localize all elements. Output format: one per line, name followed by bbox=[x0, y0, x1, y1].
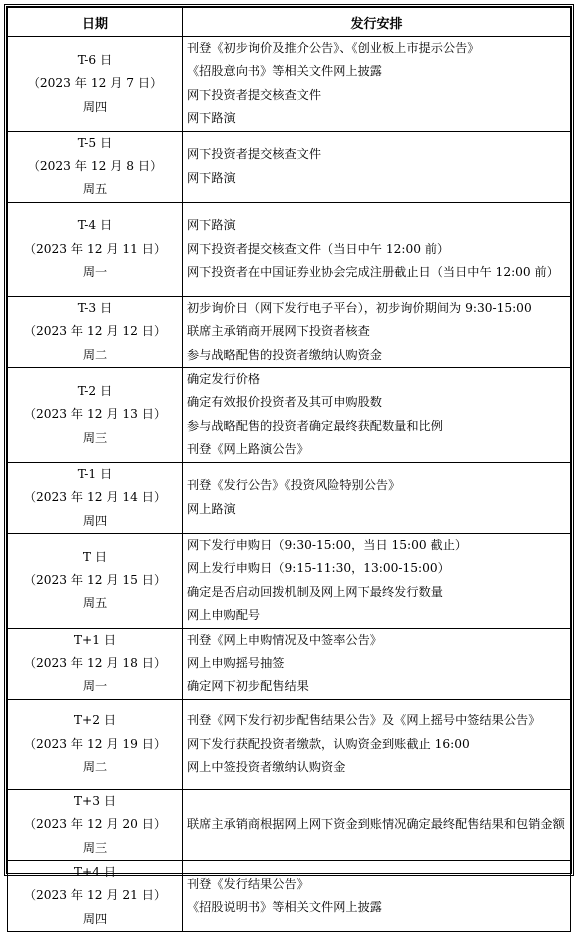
weekday-label: 周三 bbox=[82, 840, 108, 855]
schedule-item: 参与战略配售的投资者确定最终获配数量和比例 bbox=[187, 418, 443, 433]
table-row bbox=[8, 202, 571, 296]
trading-day-label: T+4 日 bbox=[73, 864, 117, 879]
schedule-item: 网上路演 bbox=[187, 501, 236, 516]
weekday-label: 周二 bbox=[82, 347, 108, 362]
calendar-date: （2023 年 12 月 7 日） bbox=[27, 76, 163, 91]
schedule-item: 网下投资者提交核查文件 bbox=[187, 87, 322, 102]
date-cell bbox=[8, 368, 183, 463]
schedule-cell bbox=[183, 368, 571, 463]
table-row bbox=[8, 789, 571, 860]
schedule-item: 联席主承销商开展网下投资者核查 bbox=[187, 324, 370, 339]
table-row bbox=[8, 37, 571, 132]
calendar-date: （2023 年 12 月 20 日） bbox=[23, 817, 167, 832]
trading-day-label: T-1 日 bbox=[77, 466, 113, 481]
weekday-label: 周二 bbox=[82, 759, 108, 774]
trading-day-label: T-4 日 bbox=[77, 218, 113, 233]
schedule-item: 网上申购配号 bbox=[187, 608, 261, 623]
table-header-row bbox=[8, 8, 571, 37]
schedule-rows bbox=[8, 37, 571, 932]
trading-day-label: T+3 日 bbox=[73, 793, 117, 808]
schedule-item: 刊登《网上申购情况及中签率公告》 bbox=[187, 632, 382, 647]
schedule-item: 确定有效报价投资者及其可申购股数 bbox=[187, 395, 382, 410]
trading-day-label: T-6 日 bbox=[77, 52, 113, 67]
schedule-cell bbox=[183, 699, 571, 789]
schedule-item: 刊登《初步询价及推介公告》、《创业板上市提示公告》 bbox=[187, 41, 480, 55]
schedule-item: 确定网下初步配售结果 bbox=[187, 679, 309, 694]
schedule-item: 网下发行申购日（9:30-15:00，当日 15:00 截止） bbox=[187, 537, 468, 552]
weekday-label: 周四 bbox=[82, 911, 108, 926]
schedule-item: 网上申购摇号抽签 bbox=[187, 655, 285, 670]
schedule-item: 网下路演 bbox=[187, 218, 236, 233]
calendar-date: （2023 年 12 月 13 日） bbox=[23, 407, 167, 422]
schedule-item: 参与战略配售的投资者缴纳认购资金 bbox=[187, 347, 382, 362]
calendar-date: （2023 年 12 月 11 日） bbox=[23, 241, 167, 256]
date-cell bbox=[8, 37, 183, 132]
offering-schedule-document bbox=[4, 4, 574, 926]
schedule-cell bbox=[183, 202, 571, 296]
schedule-cell bbox=[183, 462, 571, 533]
schedule-item: 《招股意向书》等相关文件网上披露 bbox=[187, 64, 382, 79]
date-cell bbox=[8, 533, 183, 628]
schedule-item: 确定发行价格 bbox=[187, 372, 261, 387]
date-cell bbox=[8, 699, 183, 789]
trading-day-label: T-5 日 bbox=[77, 135, 113, 150]
calendar-date: （2023 年 12 月 19 日） bbox=[23, 736, 167, 751]
date-cell bbox=[8, 462, 183, 533]
schedule-item: 刊登《发行结果公告》 bbox=[187, 876, 309, 891]
schedule-cell bbox=[183, 37, 571, 132]
weekday-label: 周四 bbox=[82, 513, 108, 528]
table-row bbox=[8, 368, 571, 463]
schedule-cell bbox=[183, 296, 571, 367]
schedule-item: 《招股说明书》等相关文件网上披露 bbox=[187, 900, 382, 915]
calendar-date: （2023 年 12 月 12 日） bbox=[23, 324, 167, 339]
calendar-date: （2023 年 12 月 15 日） bbox=[23, 573, 167, 588]
schedule-item: 网上中签投资者缴纳认购资金 bbox=[187, 759, 346, 774]
schedule-column-header: 发行安排 bbox=[183, 8, 571, 37]
schedule-item: 网下投资者提交核查文件 bbox=[187, 147, 322, 162]
schedule-item: 刊登《网上路演公告》 bbox=[187, 442, 309, 457]
schedule-item: 网上发行申购日（9:15-11:30，13:00-15:00） bbox=[187, 561, 450, 576]
trading-day-label: T+2 日 bbox=[73, 713, 117, 728]
date-cell bbox=[8, 860, 183, 931]
calendar-date: （2023 年 12 月 18 日） bbox=[23, 655, 167, 670]
table-row bbox=[8, 462, 571, 533]
table-row bbox=[8, 699, 571, 789]
date-cell bbox=[8, 202, 183, 296]
schedule-item: 确定是否启动回拨机制及网上网下最终发行数量 bbox=[187, 584, 443, 599]
calendar-date: （2023 年 12 月 8 日） bbox=[27, 159, 163, 174]
schedule-item: 网下发行获配投资者缴款，认购资金到账截止 16:00 bbox=[187, 736, 470, 751]
weekday-label: 周三 bbox=[82, 430, 108, 445]
date-cell bbox=[8, 789, 183, 860]
schedule-cell bbox=[183, 789, 571, 860]
weekday-label: 周五 bbox=[82, 596, 108, 611]
trading-day-label: T+1 日 bbox=[73, 632, 117, 647]
table-row bbox=[8, 860, 571, 931]
weekday-label: 周一 bbox=[82, 679, 108, 694]
schedule-cell bbox=[183, 860, 571, 931]
table-row bbox=[8, 533, 571, 628]
trading-day-label: T-3 日 bbox=[77, 300, 113, 315]
table-row bbox=[8, 131, 571, 202]
schedule-item: 联席主承销商根据网上网下资金到账情况确定最终配售结果和包销金额 bbox=[187, 817, 565, 832]
trading-day-label: T 日 bbox=[82, 549, 108, 564]
date-cell bbox=[8, 628, 183, 699]
schedule-cell bbox=[183, 131, 571, 202]
calendar-date: （2023 年 12 月 14 日） bbox=[23, 490, 167, 505]
schedule-item: 初步询价日（网下发行电子平台），初步询价期间为 9:30-15:00 bbox=[187, 300, 532, 315]
offering-schedule-table bbox=[7, 7, 571, 932]
calendar-date: （2023 年 12 月 21 日） bbox=[23, 888, 167, 903]
schedule-item: 网下投资者提交核查文件（当日中午 12:00 前） bbox=[187, 241, 450, 256]
schedule-item: 网下路演 bbox=[187, 111, 236, 126]
schedule-item: 网下路演 bbox=[187, 170, 236, 185]
weekday-label: 周一 bbox=[82, 265, 108, 280]
weekday-label: 周五 bbox=[82, 182, 108, 197]
schedule-item: 刊登《发行公告》《投资风险特别公告》 bbox=[187, 478, 401, 493]
date-cell bbox=[8, 131, 183, 202]
schedule-item: 刊登《网下发行初步配售结果公告》及《网上摇号中签结果公告》 bbox=[187, 713, 541, 728]
weekday-label: 周四 bbox=[82, 99, 108, 114]
table-row bbox=[8, 296, 571, 367]
date-cell bbox=[8, 296, 183, 367]
schedule-cell bbox=[183, 628, 571, 699]
trading-day-label: T-2 日 bbox=[77, 383, 113, 398]
date-column-header: 日期 bbox=[8, 8, 183, 37]
schedule-cell bbox=[183, 533, 571, 628]
table-row bbox=[8, 628, 571, 699]
schedule-item: 网下投资者在中国证券业协会完成注册截止日（当日中午 12:00 前） bbox=[187, 265, 559, 280]
